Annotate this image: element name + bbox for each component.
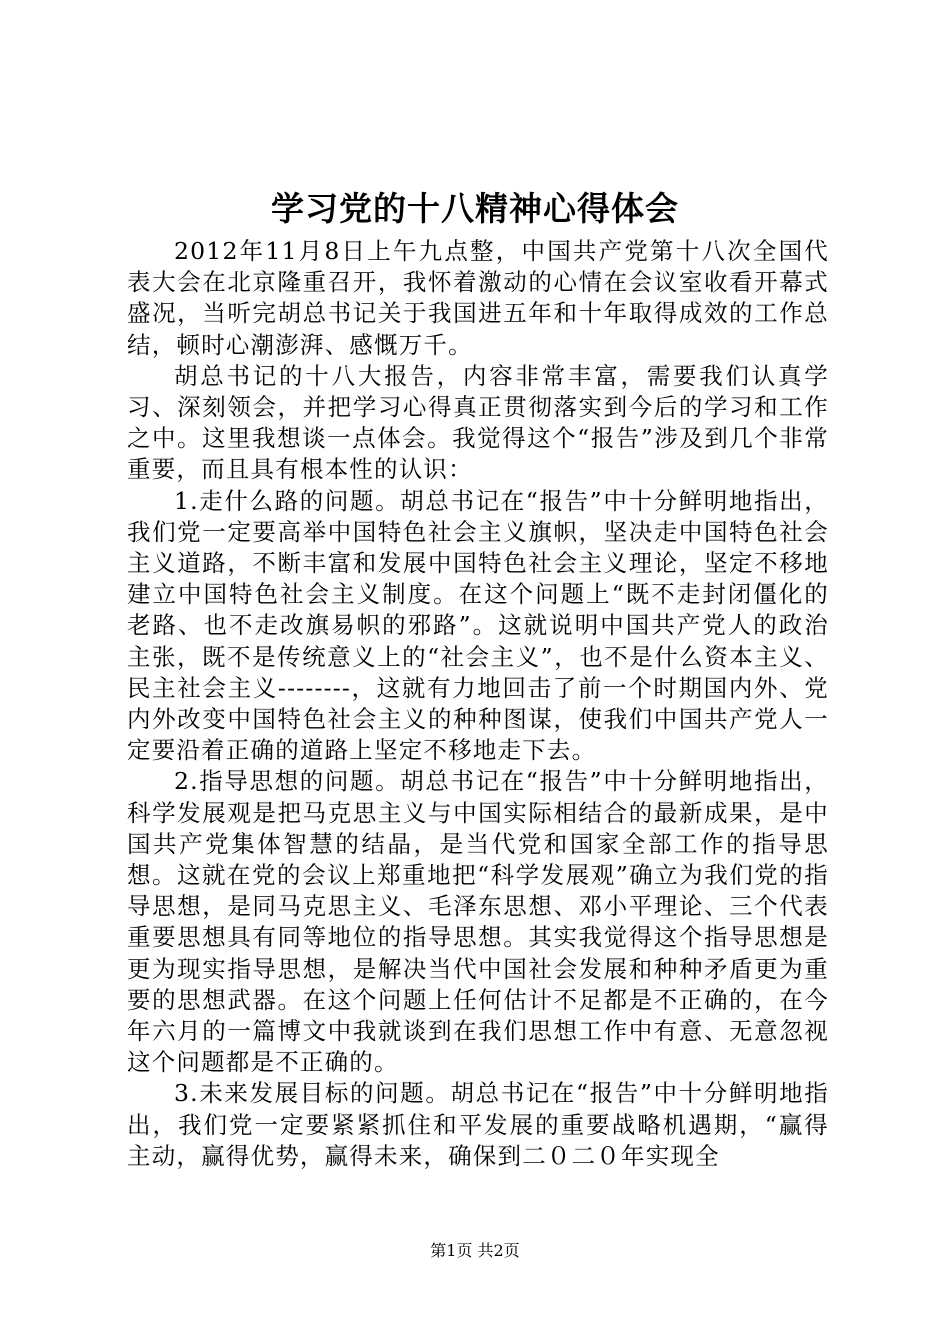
paragraph-2: 胡总书记的十八大报告，内容非常丰富，需要我们认真学习、深刻领会，并把学习心得真正贯彻落实到今后的学习和工作之中。这里我想谈一点体会。我觉得这个“报告”涉及到几个非常重要，而且具有根本性的认识： — [127, 361, 829, 484]
document-title: 学习党的十八精神心得体会 — [271, 189, 679, 228]
paragraph-4: 2.指导思想的问题。胡总书记在“报告”中十分鲜明地指出，科学发展观是把马克思主义与中国实际相结合的最新成果，是中国共产党集体智慧的结晶，是当代党和国家全部工作的指导思想。这就在党的会议上郑重地把“科学发展观”确立为我们党的指导思想，是同马克思主义、毛泽东思想、邓小平理论、三个代表重要思想具有同等地位的指导思想。其实我觉得这个指导思想是更为现实指导思想，是解决当代中国社会发展和种种矛盾更为重要的思想武器。在这个问题上任何估计不足都是不正确的，在今年六月的一篇博文中我就谈到在我们思想工作中有意、无意忽视这个问题都是不正确的。 — [127, 767, 829, 1077]
paragraph-3: 1.走什么路的问题。胡总书记在“报告”中十分鲜明地指出，我们党一定要高举中国特色社会主义旗帜，坚决走中国特色社会主义道路，不断丰富和发展中国特色社会主义理论，坚定不移地建立中国特色社会主义制度。在这个问题上“既不走封闭僵化的老路、也不走改旗易帜的邪路”。这就说明中国共产党人的政治主张，既不是传统意义上的“社会主义”，也不是什么资本主义、民主社会主义--------，这就有力地回击了前一个时期国内外、党内外改变中国特色社会主义的种种图谋，使我们中国共产党人一定要沿着正确的道路上坚定不移地走下去。 — [127, 486, 829, 765]
paragraph-5: 3.未来发展目标的问题。胡总书记在“报告”中十分鲜明地指出，我们党一定要紧紧抓住和平发展的重要战略机遇期，“赢得主动，赢得优势，赢得未来，确保到二０二０年实现全 — [127, 1079, 829, 1170]
page-number-footer: 第1页 共2页 — [430, 1241, 520, 1260]
document-body — [127, 236, 829, 1172]
paragraph-1: 2012年11月8日上午九点整，中国共产党第十八次全国代表大会在北京隆重召开，我怀着激动的心情在会议室收看开幕式盛况，当听完胡总书记关于我国进五年和十年取得成效的工作总结，顿时心潮澎湃、感慨万千。 — [127, 237, 829, 359]
